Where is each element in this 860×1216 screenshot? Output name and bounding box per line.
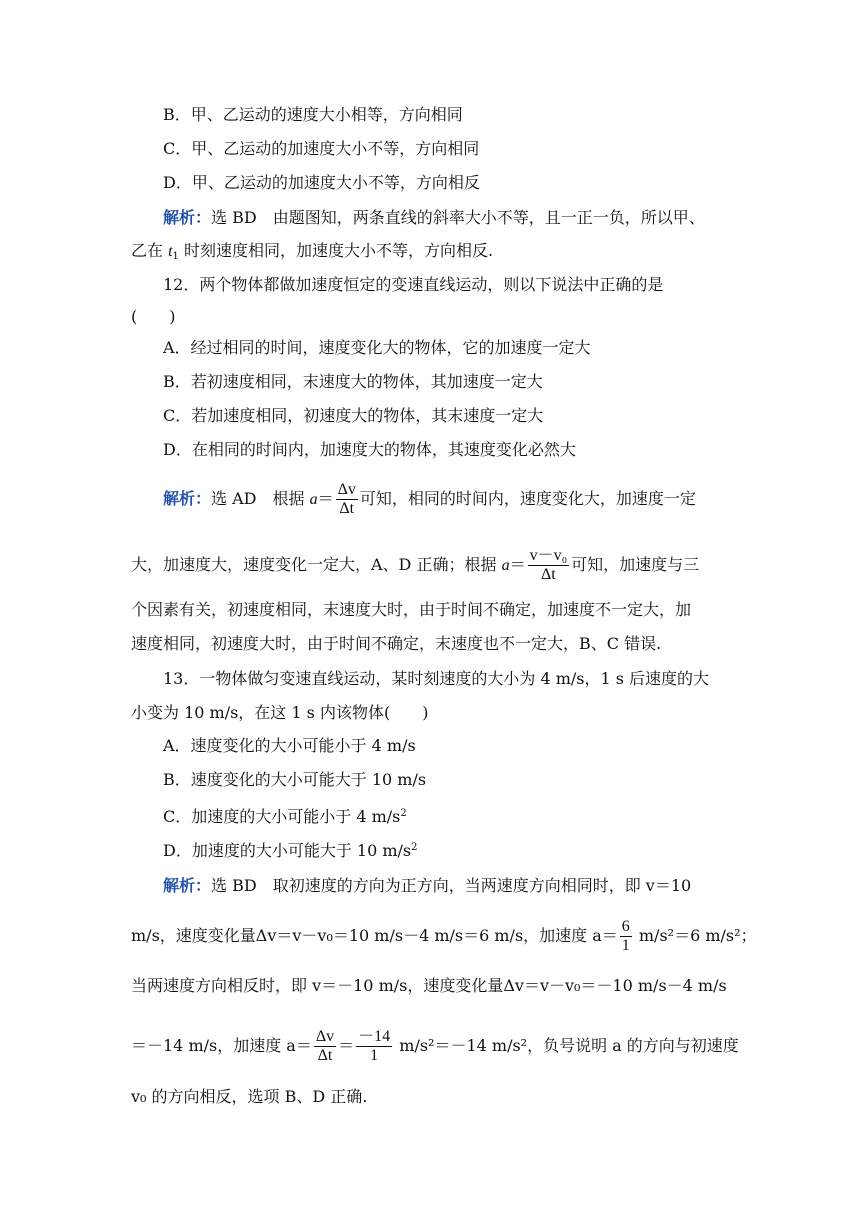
q13-answer4-text-pre: ＝－14 m/s，加速度 a＝ — [131, 1036, 312, 1055]
q12-option-a: A．经过相同的时间，速度变化大的物体，它的加速度一定大 — [163, 338, 591, 357]
q12-answer-line3: 个因素有关，初速度相同，末速度大时，由于时间不确定，加速度不一定大，加 — [131, 600, 692, 619]
q12-option-c: C．若加速度相同，初速度大的物体，其末速度一定大 — [163, 406, 544, 425]
q11-answer-text-b: 时刻速度相同，加速度大小不等，方向相反. — [178, 241, 494, 260]
q11-answer-line1 — [163, 207, 705, 229]
fraction-minus14-1 — [356, 1028, 392, 1065]
q12-answer2-text-pre: 大，加速度大，速度变化一定大，A、D 正确；根据 — [131, 555, 502, 574]
q11-answer-line2 — [131, 240, 493, 268]
q13-answer2-text-pre: m/s，速度变化量Δv＝v－v₀＝10 m/s－4 m/s＝6 m/s，加速度 a＝ — [131, 926, 618, 945]
fraction-numerator: Δv — [337, 481, 356, 498]
superscript: 2 — [400, 808, 407, 819]
fraction-denominator: 1 — [370, 1047, 379, 1064]
answer-label: 解析： — [163, 208, 212, 227]
q11-option-d: D．甲、乙运动的加速度大小不等，方向相反 — [163, 173, 480, 192]
answer-label: 解析： — [163, 489, 212, 508]
fraction-numerator: v－v₀ — [529, 547, 568, 564]
var-t-sub: 1 — [172, 251, 179, 262]
fraction-denominator: Δt — [541, 566, 556, 583]
answer-label: 解析： — [163, 876, 212, 895]
fraction-denominator: Δt — [339, 500, 355, 517]
q13-option-a: A．速度变化的大小可能小于 4 m/s — [163, 736, 416, 755]
q12-answer-text-post: 可知，相同的时间内，速度变化大，加速度一定 — [359, 489, 696, 508]
q13-option-d — [163, 837, 418, 862]
q13-answer-text: 选 BD 取初速度的方向为正方向，当两速度方向相同时，即 v＝10 — [211, 876, 692, 895]
q12-stem-line2: ( ) — [131, 307, 176, 326]
superscript: 2 — [411, 842, 418, 853]
q12-answer2-text-post: 可知，加速度与三 — [571, 555, 700, 574]
q13-answer-line5: v₀ 的方向相反，选项 B、D 正确. — [131, 1087, 368, 1106]
q13-answer-line4 — [131, 1025, 739, 1067]
fraction-numerator: 6 — [621, 918, 630, 935]
q13-answer4-text-post: m/s²＝－14 m/s²，负号说明 a 的方向与初速度 — [394, 1036, 739, 1055]
fraction-v-v0-dt — [528, 547, 570, 584]
q13-answer-line1 — [163, 875, 691, 897]
q12-option-d: D．在相同的时间内，加速度大的物体，其速度变化必然大 — [163, 440, 576, 459]
q13-stem-line2: 小变为 10 m/s，在这 1 s 内该物体( ) — [131, 703, 429, 722]
var-t: t — [168, 243, 173, 260]
q13-option-c — [163, 803, 407, 828]
q11-option-b: B．甲、乙运动的速度大小相等，方向相同 — [163, 105, 463, 124]
q13-option-c-text: C．加速度的大小可能小于 4 m/s — [163, 807, 401, 826]
q12-answer-line1 — [163, 478, 696, 521]
q11-option-c: C．甲、乙运动的加速度大小不等，方向相同 — [163, 139, 480, 158]
fraction-numerator: －14 — [358, 1028, 391, 1045]
equals-sign: ＝ — [338, 1036, 355, 1055]
q12-answer-line4: 速度相同，初速度大时，由于时间不确定，末速度也不一定大，B、C 错误. — [131, 634, 662, 653]
q13-option-b: B．速度变化的大小可能大于 10 m/s — [163, 770, 427, 789]
q13-answer-line3: 当两速度方向相反时，即 v＝－10 m/s，速度变化量Δv＝v－v₀＝－10 m/s－4 m/s — [131, 976, 727, 995]
q12-answer-text-pre: 选 AD 根据 — [211, 489, 310, 508]
q12-stem-line1: 12．两个物体都做加速度恒定的变速直线运动，则以下说法中正确的是 — [163, 275, 664, 294]
fraction-6-1 — [620, 918, 632, 955]
fraction-denominator: Δt — [317, 1047, 333, 1064]
fraction-dv-dt — [314, 1028, 336, 1065]
q13-answer2-text-post: m/s²＝6 m/s²； — [633, 926, 757, 945]
q13-option-d-text: D．加速度的大小可能大于 10 m/s — [163, 841, 412, 860]
fraction-denominator: 1 — [621, 937, 630, 954]
fraction-numerator: Δv — [315, 1028, 335, 1045]
equals-sign: ＝ — [317, 489, 334, 508]
q12-answer-line2 — [131, 544, 699, 587]
q12-option-b: B．若初速度相同，末速度大的物体，其加速度一定大 — [163, 372, 543, 391]
q13-answer-line2 — [131, 915, 757, 957]
fraction-dv-dt — [336, 481, 358, 518]
var-a: a — [501, 557, 510, 574]
q11-answer-text-a: 乙在 — [131, 241, 169, 260]
q11-answer-text: 选 BD 由题图知，两条直线的斜率大小不等，且一正一负，所以甲、 — [211, 208, 705, 227]
equals-sign: ＝ — [509, 555, 526, 574]
q13-stem-line1: 13．一物体做匀变速直线运动，某时刻速度的大小为 4 m/s，1 s 后速度的大 — [163, 669, 710, 688]
var-a: a — [309, 491, 318, 508]
